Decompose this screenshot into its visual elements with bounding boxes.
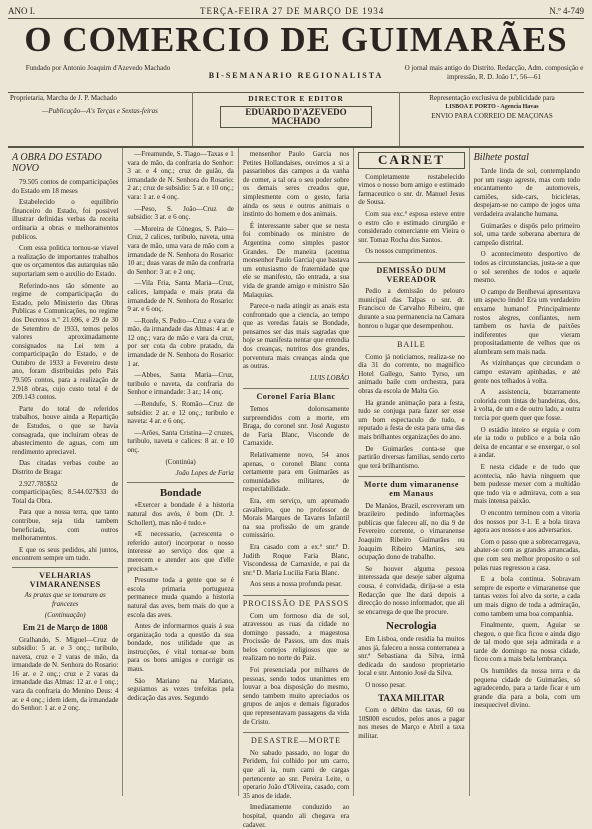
paragraph: Pedio a demissão do pelouro municipal das Talpas o snr. dr. Francisco de Carvalho Ribeiro, que durante a sua permanencia na Camara honrou o lugar que desempenhou. [358,287,465,330]
issue-number: N.º 4-749 [549,6,584,16]
paragraph: Ha grande animação para a festa, tudo se conjuga para fazer ser esse um bom espectaculo de tudo, e reputado a festa de esta para uma das mais brilhantes organizações do ano. [358,398,465,442]
paragraph: Era casado com a ex.ª snr.ª D. Judith Roque Faria Blanc, Viscondessa de Carnaxide, e pai da snr.ª D. Maria Lucilia Faria Blanc. [242,542,350,577]
paragraph: Em Lisboa, onde residia ha muitos anos já, faleceu a nossa conterranea a snr.ª Sebastiana da Silva, irmã dedicada do saudoso proprietario local e snr. Antonio José da Silva. [358,634,465,678]
divider [127,482,233,483]
paragraph: Com sua exc.ª esposa esteve entre o estro cão e estimado cirurgião e considerado comerciante em Vieira o snr. Tomaz Rocha dos Santos. [358,209,465,244]
paragraph: Os nossos cumprimentos. [365,247,437,256]
article-columns [8,148,584,829]
paragraph: —Peso, S. João—Cruz de subsidio: 3 ar. e 6 onç. [127,204,234,222]
column-5 [470,148,584,796]
paragraph: Com essa politica tornou-se viavel a realização de importantes trabalhos que os orçamentos das autarquias não suportariam sem o auxilio do Estado. [12,244,119,278]
article-heading-velharias: VELHARIAS VIMARANENSES [12,567,118,589]
paragraph: E que os seus pedidos, ahi juntos, encontrem sempre um tudo. [12,545,119,563]
paragraph: Com o passo que a sobrecarregava, abater-se com as grandes arrancadas, que com seu melhor proposito o sol pelas ruas regressou a casa. [473,537,581,572]
paragraph: —Rendufe, S. Romão—Cruz de subsidio: 2 ar. e 12 onç.; turibulo e naveta: 4 ar. e 6 onç. [127,400,234,426]
continuation-note: (Continuação) [44,611,86,620]
paragraph: —Ronfe, S. Pedro—Cruz e vara de mão, da irmandade das Almas: 4 ar. e 12 onç.; vara de mão e vara da cruz, por ser cota da cobre pratado, da irmandade de N. Senhora do Rosario: 1 ar. [127,316,234,368]
address-note: O jornal mais antigo do Distrito. Redacção, Adm. composição e impressão, R. D. João I.º, 56—61 [404,64,584,81]
article-heading-bondade: Bondade [159,486,202,499]
paragraph: Completamente restabelecido vimos o nosso bom amigo e estimado farmaceutico o snr. dr. Manuel Jesus de Sousa. [358,172,465,207]
paragraph: Se houver alguma pessoa interessada que deseje saber alguma cousa, é convidada, dirija-se a esta Redacção que lhe dará depois a direcção do nosso informador, que ali se encarrega de que lhe procure. [358,564,465,616]
subhead [8,64,584,93]
paragraph: O campo de Benlhevai apresentava um aspecto lindo! Era um verdadeiro enxame humano! Principalmente rostos alegres, confiantes, nem tambem os havia de paixões indiferentes que vieram propositadamente de velhos que os alumbram sem mais nada. [473,287,581,356]
paragraph: A assistencia, bizarramente colorida com tintas de bandeiras, dos, à volta, de um e de outro lado, a outra torcia por quem quer que fosse. [473,388,581,423]
article-subheading: As pratas que se tomaram as francezes [24,591,106,608]
paragraph: Foi presenciada por milhares de pessoas, sendo todos unanimes em louvar a boa disposição do mesmo, sendo tambem muito apreciados os grupos de anjos e demais figurados que representavam passagens da vida de Cristo. [242,666,350,726]
director-label: DIRECTOR E EDITOR [248,94,344,103]
column-1 [8,148,123,796]
paragraph: mensenhor Paulo Garcia nos Petites Hollandaises, ouvimos a si a passarinhos das campos a da vanha de comer, a tal ora o seu poder sobre os demais seres creados que, simplesmente com o gesto, faria ainda os seus e outros animais o instinto do homem e dos animais. [242,150,350,219]
masthead-title: O COMERCIO DE GUIMARÃES [24,20,568,59]
paragraph: —Moreira de Cónegos, S. Paio—Cruz, 2 calices, turibulo, naveta, uma vara de mão, uma vara de mão com a irmandade de N. Senhora do Rosario: 10 ar.; duas varas de mão da confraria do Senhor: 3 ar. e 2 onç. [127,224,234,276]
paragraph: Com o débito das taxas, 60 ou 10$000 escudos, pelos anos a pagar nos meses de Março e Abril a taxa militar. [358,706,465,740]
paragraph: De Guimarães conta-se que partirão diversas familias, sendo certo que terá brilhantismo. [358,444,465,470]
owner-block [8,92,192,146]
paragraph: Sáo Mariano na Mariano, seguiamos as vezes trefeitas pela dedicação das aves. Segundo [127,676,234,702]
article-heading-carnet: CARNET [358,152,464,169]
paragraph: E nesta cidade e de tudo que acontecia, não havia ninguem que bem pudesse mexer com a multidão que tudo via e admirava, com a sua mais intensa paixão. [473,463,581,506]
article-heading-coronel: Coronel Faria Blanc [243,388,349,402]
paragraph: Para que a nossa terra, que tanto contribue, seja tida tambem beneficiada, com outros melhoramentos. [12,508,119,543]
paragraph: Era, em serviço, um aprumado cavalheiro, que no professor de Morais Marques de Tavares Infantil na sua profissão de um grande comissário. [242,496,350,540]
paragraph: Com um formoso dia de sol, atravessou as ruas da cidade no domingo passado, a magestosa Procissão de Passos, um dos mais belos cortejos religiosos que se realizam no norte do Paiz. [242,611,350,663]
paragraph: O encontro terminou com a vitoria dos nossos por 3-1. E a bola tirava agora aos nossos e aos adversarios. [473,508,581,535]
paragraph: Relativamente novo, 54 anos apenas, o coronel Blanc conta certamente para em Guimarães as comunidades militares, de respectabilidade. [242,451,350,494]
paragraph: —Freamunde, S. Tiago—Taxas e 1 vara de mão, da confraria do Senhor: 3 ar. e 4 onç.; cruz de guião, da irmandade de N. Senhora do Rosario: 2 ar.; cruz de subsidio: 5 ar. e 10 onç.; vara: 1 ar. e 4 onç. [127,150,234,201]
date-heading: Em 21 de Março de 1808 [22,622,108,632]
paragraph: Referindo-nos tão sómente ao regime de comparticipação do Estado, pelo Ministerio das Obras Publicas e Comunicações, no regime dos Decretos n.º 21.696, e 29 de 30 de Setembro de 1933, temos pelos valores aproximadamente consignados na Lei tem a comparticipação do Estado, e de Outubro de 1933 a Fevereiro deste ano, foram distribuidas pelo Pais 79.505 contos, para a realização de 2.918 obras, cujo custo total é de 209.143 contos. [12,281,119,402]
paragraph: É interessante saber que se nesta foi combinado os ministro de Argentina como simples pastor Grandes. De maneira (acentua monsenhor Paulo Garcia) que bastava um entusiasmo de fraternidade que ele se manifesto, tão entrada, a sua vida de grande amigo e ministro São Malaquias. [242,221,350,299]
paragraph: Imediatamente conduzido ao hospital, quando ali chegava era cadaver. [242,803,350,829]
advertising-line3: ENVIO PARA CORREIO DE MAÇONAS [431,112,553,120]
paragraph: O acontecimento desportivo de todos as circunstancias, justa-se a que o sol serenhes de todos e aquele mesmo. [473,250,581,285]
paragraph: E a bola continua. Sobravam sempre de esporte e vimaranense que tantas vezes foi alvo da sorte, a cada um mais digno de toda a admiração, como tambem uma boa companhia. [473,575,581,618]
paragraph: Guimarães e dispôs pelo primeiro sol, uma tarde soberana abertura de campeão distrital. [473,221,581,247]
paragraph: Finalmente, quem, Aguiar se chegou, o que fica ficou e ainda digo de tal modo que seja admirada e a tarde de domingo na nossa cidade, ficou com a mais bela lembrança. [473,621,581,664]
paragraph: O estádio inteiro se erguia e com ele ia todo o publico e a bola não deixa de encantar e se enxergar, o sol a andar. [473,425,581,460]
advertising-line1: Representação exclusiva de publicidade para [429,94,555,102]
paragraph: De Manáos, Brazil, escreveram um brazileiro pedindo informações publicas que faleceu alí, no dia 9 de Fevereiro corrente, o vimaranense Joaquim Ribeiro Guimarães ou Joaquim Ribeiro Martins, seu ocupação dono de trabalho. [358,501,465,562]
paper-type: BI-SEMANARIO REGIONALISTA [208,71,384,80]
article-heading-baile: BAILE [358,336,464,350]
column-3 [239,148,354,829]
paragraph: Aos seus a nossa profunda pesar. [249,580,342,589]
paragraph: —Abbes, Santa Maria—Cruz, turibulo e naveta, da confraria do Senhor e irmandade: 3 ar.; 14 onç. [127,371,234,397]
paragraph: Os humildes da nossa terra e da pequena cidade de Guimarães, só agradecendo, para a tarde ficar e um grande dia para a bola, com um inesquecivel divino. [473,667,581,710]
paragraph: Temos dolorosamente surpreendidos com a morte, em Braga, do coronel snr. José Augusto de Faria Blanc, Visconde de Carnaxide. [242,405,350,448]
paragraph: Como já noticiamos, realiza-se no dia 31 do corrente, no magnifico Hotel Gallego, Santo Tyrso, um animado baile com orchestra, para obras da escola de Malta Go. [358,352,465,396]
advertising-block [400,92,584,146]
article-heading-bilhete-postal: Bilhete postal [473,152,529,163]
top-bar [8,4,584,19]
paragraph: Parte do total de referidos trabalhos, houve ainda a Repartição de Estudos, o que se havia consagrada, que incluiram obras de abastecimento de aguas, com um rendimento apreciavel. [12,404,119,456]
paragraph: «Exercer a bondade é a historia natural dos avós, é bom (Dr. J. Schollert), mas não é tudo.» [127,501,234,527]
director-name: EDUARDO D'AZEVEDO MACHADO [220,106,372,128]
paragraph: Estabelecido o equilibrio financeiro do Estado, foi possivel illustrar definidas verbas da receita ordinaria a obras e melhoramentos publicos. [12,198,119,241]
paragraph: Das citadas verbas coube ao Distrito de Braga: [12,459,119,476]
paragraph: As vizinhanças que circundam o campo estavam apinhadas, e até gente nos telhados à volta. [473,359,581,385]
paragraph: Presume toda a gente que se é escola primaria portugueza permanece muda quando a historia natural das aves, bem mais do que a escola das aves. [127,576,234,619]
paragraph: «E necessario, (acrescenta o referido autor) incorporar o nosso interesse ao serviço dos que a merecem e atender aos que d'elle precisam.» [127,530,234,573]
article-heading-procissao: PROCISSÃO DE PASSOS [243,595,349,609]
info-bar [8,92,584,148]
article-heading-demissao: DEMISSÃO DUM VEREADOR [358,262,464,284]
article-heading-morte-manaus: Morte dum vimaranense em Manaus [358,476,464,498]
article-heading-taxa-militar: TAXA MILITAR [378,693,445,704]
year-label: ANO I. [8,6,35,16]
article-heading-estado-novo: A OBRA DO ESTADO NOVO [12,152,102,174]
founder-note: Fundado por Antonio Joaquim d'Azevedo Machado [25,64,171,72]
paragraph: 2.927.785$52 de comparticipações; 8.544.027$33 do Total da Obra. [12,479,119,505]
paragraph: Gralhando, S. Miguel—Cruz de subsidio: 5 ar. e 3 onç.; turibulo, naveta, cruz e 2 varas de mão, da irmandade de N. Senhora do Rosario: 16 ar. e 2 onç.; cruz e 2 varas da irmandade das Almas: 12 ar. e 1 onç.; vara da confraria do Menino Deus: 4 ar. e 4 onç.; idem idem, da irmandade do Senhor: 1 ar. e 2 onç. [12,635,119,713]
author-signature: João Lopes de Faria [175,469,234,478]
article-heading-desastre: DESASTRE—MORTE [243,732,349,746]
advertising-line2: LISBOA E PORTO - Agencia Havas [445,104,539,110]
issue-date: TERÇA-FEIRA 27 DE MARÇO DE 1934 [199,6,385,16]
column-4 [354,148,469,796]
paragraph: Antes de informarmos quais á sua organização toda a questão da sua bondade, nos utilidade que as instrucções, é vital tornar-se bom para os bons amigos e corrigir os maus. [127,622,234,674]
column-2 [123,148,238,796]
paragraph: Parece-o nada atingir as anais esta confrontado que a ciencia, ao tempo que as veredas fatais se Bondade, pensamos ser das mais sagradas que hoje se manifesta nentar que entendia dos creanças, nutritos dos grandes, porventura mais creanças ainda que as outras. [242,302,350,371]
paragraph: —Arões, Santa Cristina—2 cruzes, turibulo, naveta e calices: 8 ar. e 10 onç. [127,428,234,454]
paragraph: 79.505 contos de comparticipações do Estado em 18 meses [12,178,119,195]
owner-text: Proprietaria, Marcha de J. P. Machado [10,94,117,102]
continuation-note: (Continúa) [165,457,196,466]
paragraph: O nosso pesar. [365,680,406,689]
author-signature: LUIS LOBÃO [310,373,350,382]
paragraph: Tarde linda de sol, contemplando por um rasgo agreste, mas com todo encantamento de automoveis, camiões, side-cars, bicicletas, despejam-se no campo de jogos uma verdadeira avalanche humana. [473,167,581,218]
paragraph: No sabado passado, no logar do Peridem, foi colhido por um carro, que ali ia, num cami de cargas pertencente ao snr. Pereira Leite, o operario João d'Oliveira, casado, com 35 anos de idade. [242,748,350,800]
director-block [192,92,400,146]
publication-days: —Publicação—A's Terças e Sextas-feiras [42,107,158,115]
article-heading-necrologia: Necrologia [386,620,437,633]
paragraph: —Vila Fria, Santa Maria—Cruz, calices, lampada e mais prata da irmandade de N. Senhora do Rosario: 9 ar. e 6 onç. [127,279,234,314]
